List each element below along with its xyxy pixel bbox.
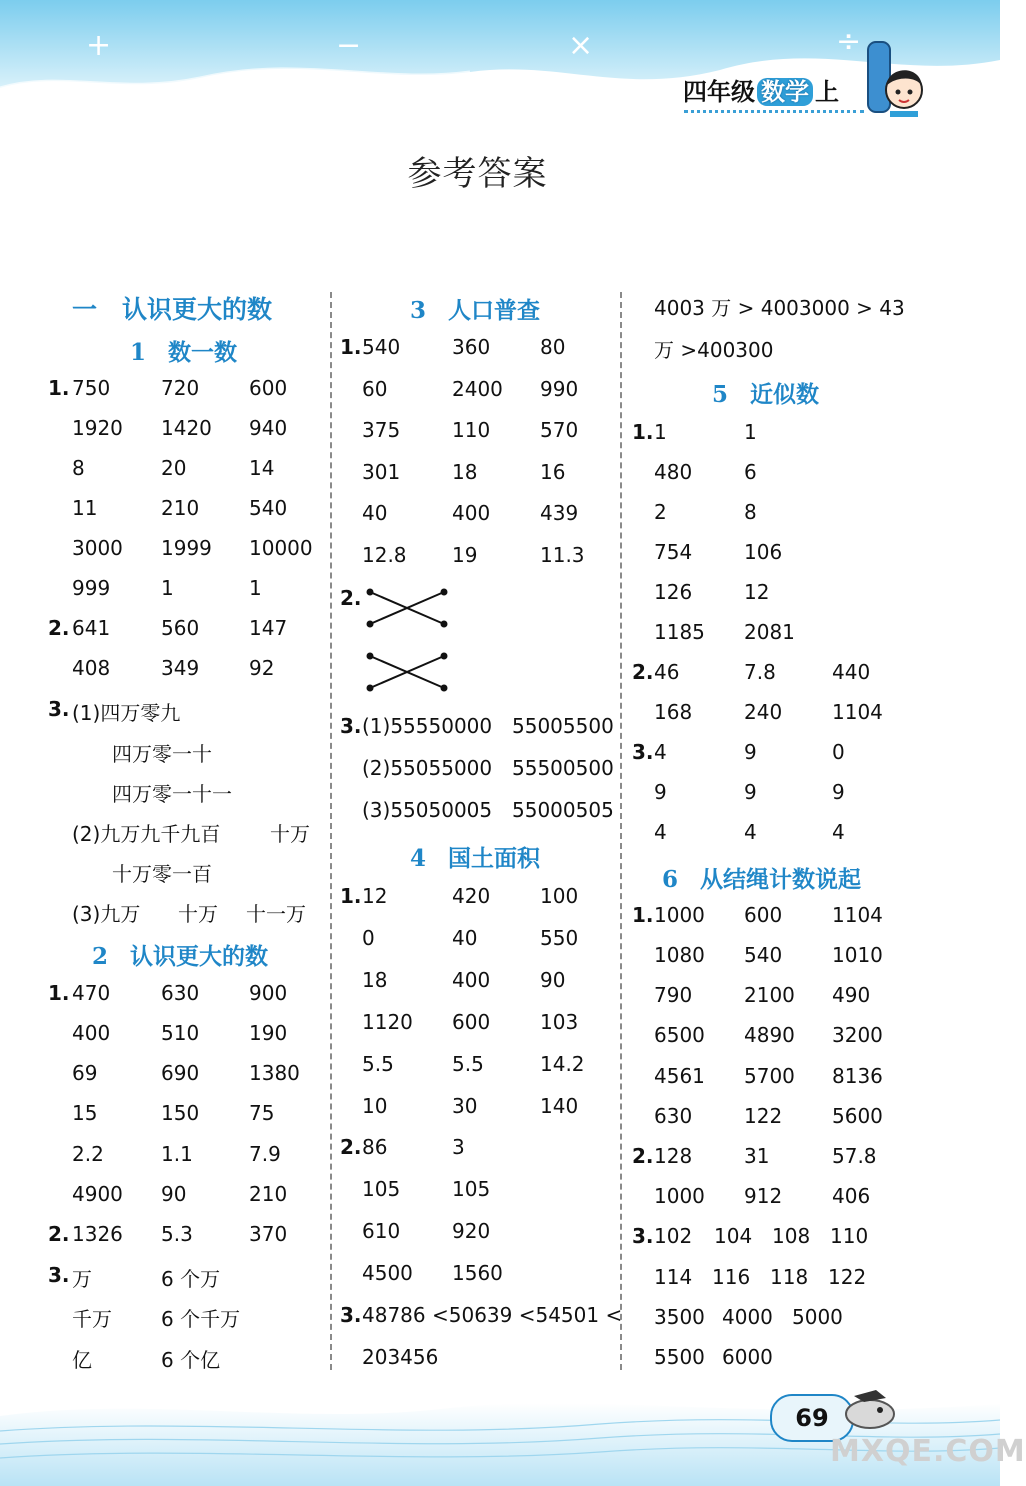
girl-mascot-icon xyxy=(860,38,930,126)
divide-symbol: ÷ xyxy=(836,24,862,59)
minus-symbol: − xyxy=(336,28,362,63)
times-symbol: × xyxy=(568,28,594,63)
section-heading: 1 数一数 xyxy=(130,339,238,366)
column-separator xyxy=(620,292,622,1370)
column-separator xyxy=(330,292,332,1370)
header-dotted-rule xyxy=(684,110,864,113)
plus-symbol: + xyxy=(86,28,112,63)
page-title: 参考答案 xyxy=(407,154,548,194)
section-heading: 5 近似数 xyxy=(712,381,820,408)
header-sky-band xyxy=(0,0,1000,120)
section-heading: 2 认识更大的数 xyxy=(92,943,269,970)
chapter-heading: 一 认识更大的数 xyxy=(72,295,273,324)
section-heading: 6 从结绳计数说起 xyxy=(662,866,862,893)
matching-lines-diagram xyxy=(360,584,460,694)
cartoon-bird-icon xyxy=(840,1384,900,1434)
section-heading: 3 人口普查 xyxy=(410,297,541,324)
grade-label: 四年级 xyxy=(683,78,755,106)
watermark-text: MXQE.COM xyxy=(830,1434,1026,1469)
page-number: 69 xyxy=(770,1394,854,1442)
grade-subject-title xyxy=(683,72,839,107)
subject-label: 数学 xyxy=(757,78,813,106)
volume-label: 上 xyxy=(815,78,839,106)
section-heading: 4 国土面积 xyxy=(410,845,541,872)
